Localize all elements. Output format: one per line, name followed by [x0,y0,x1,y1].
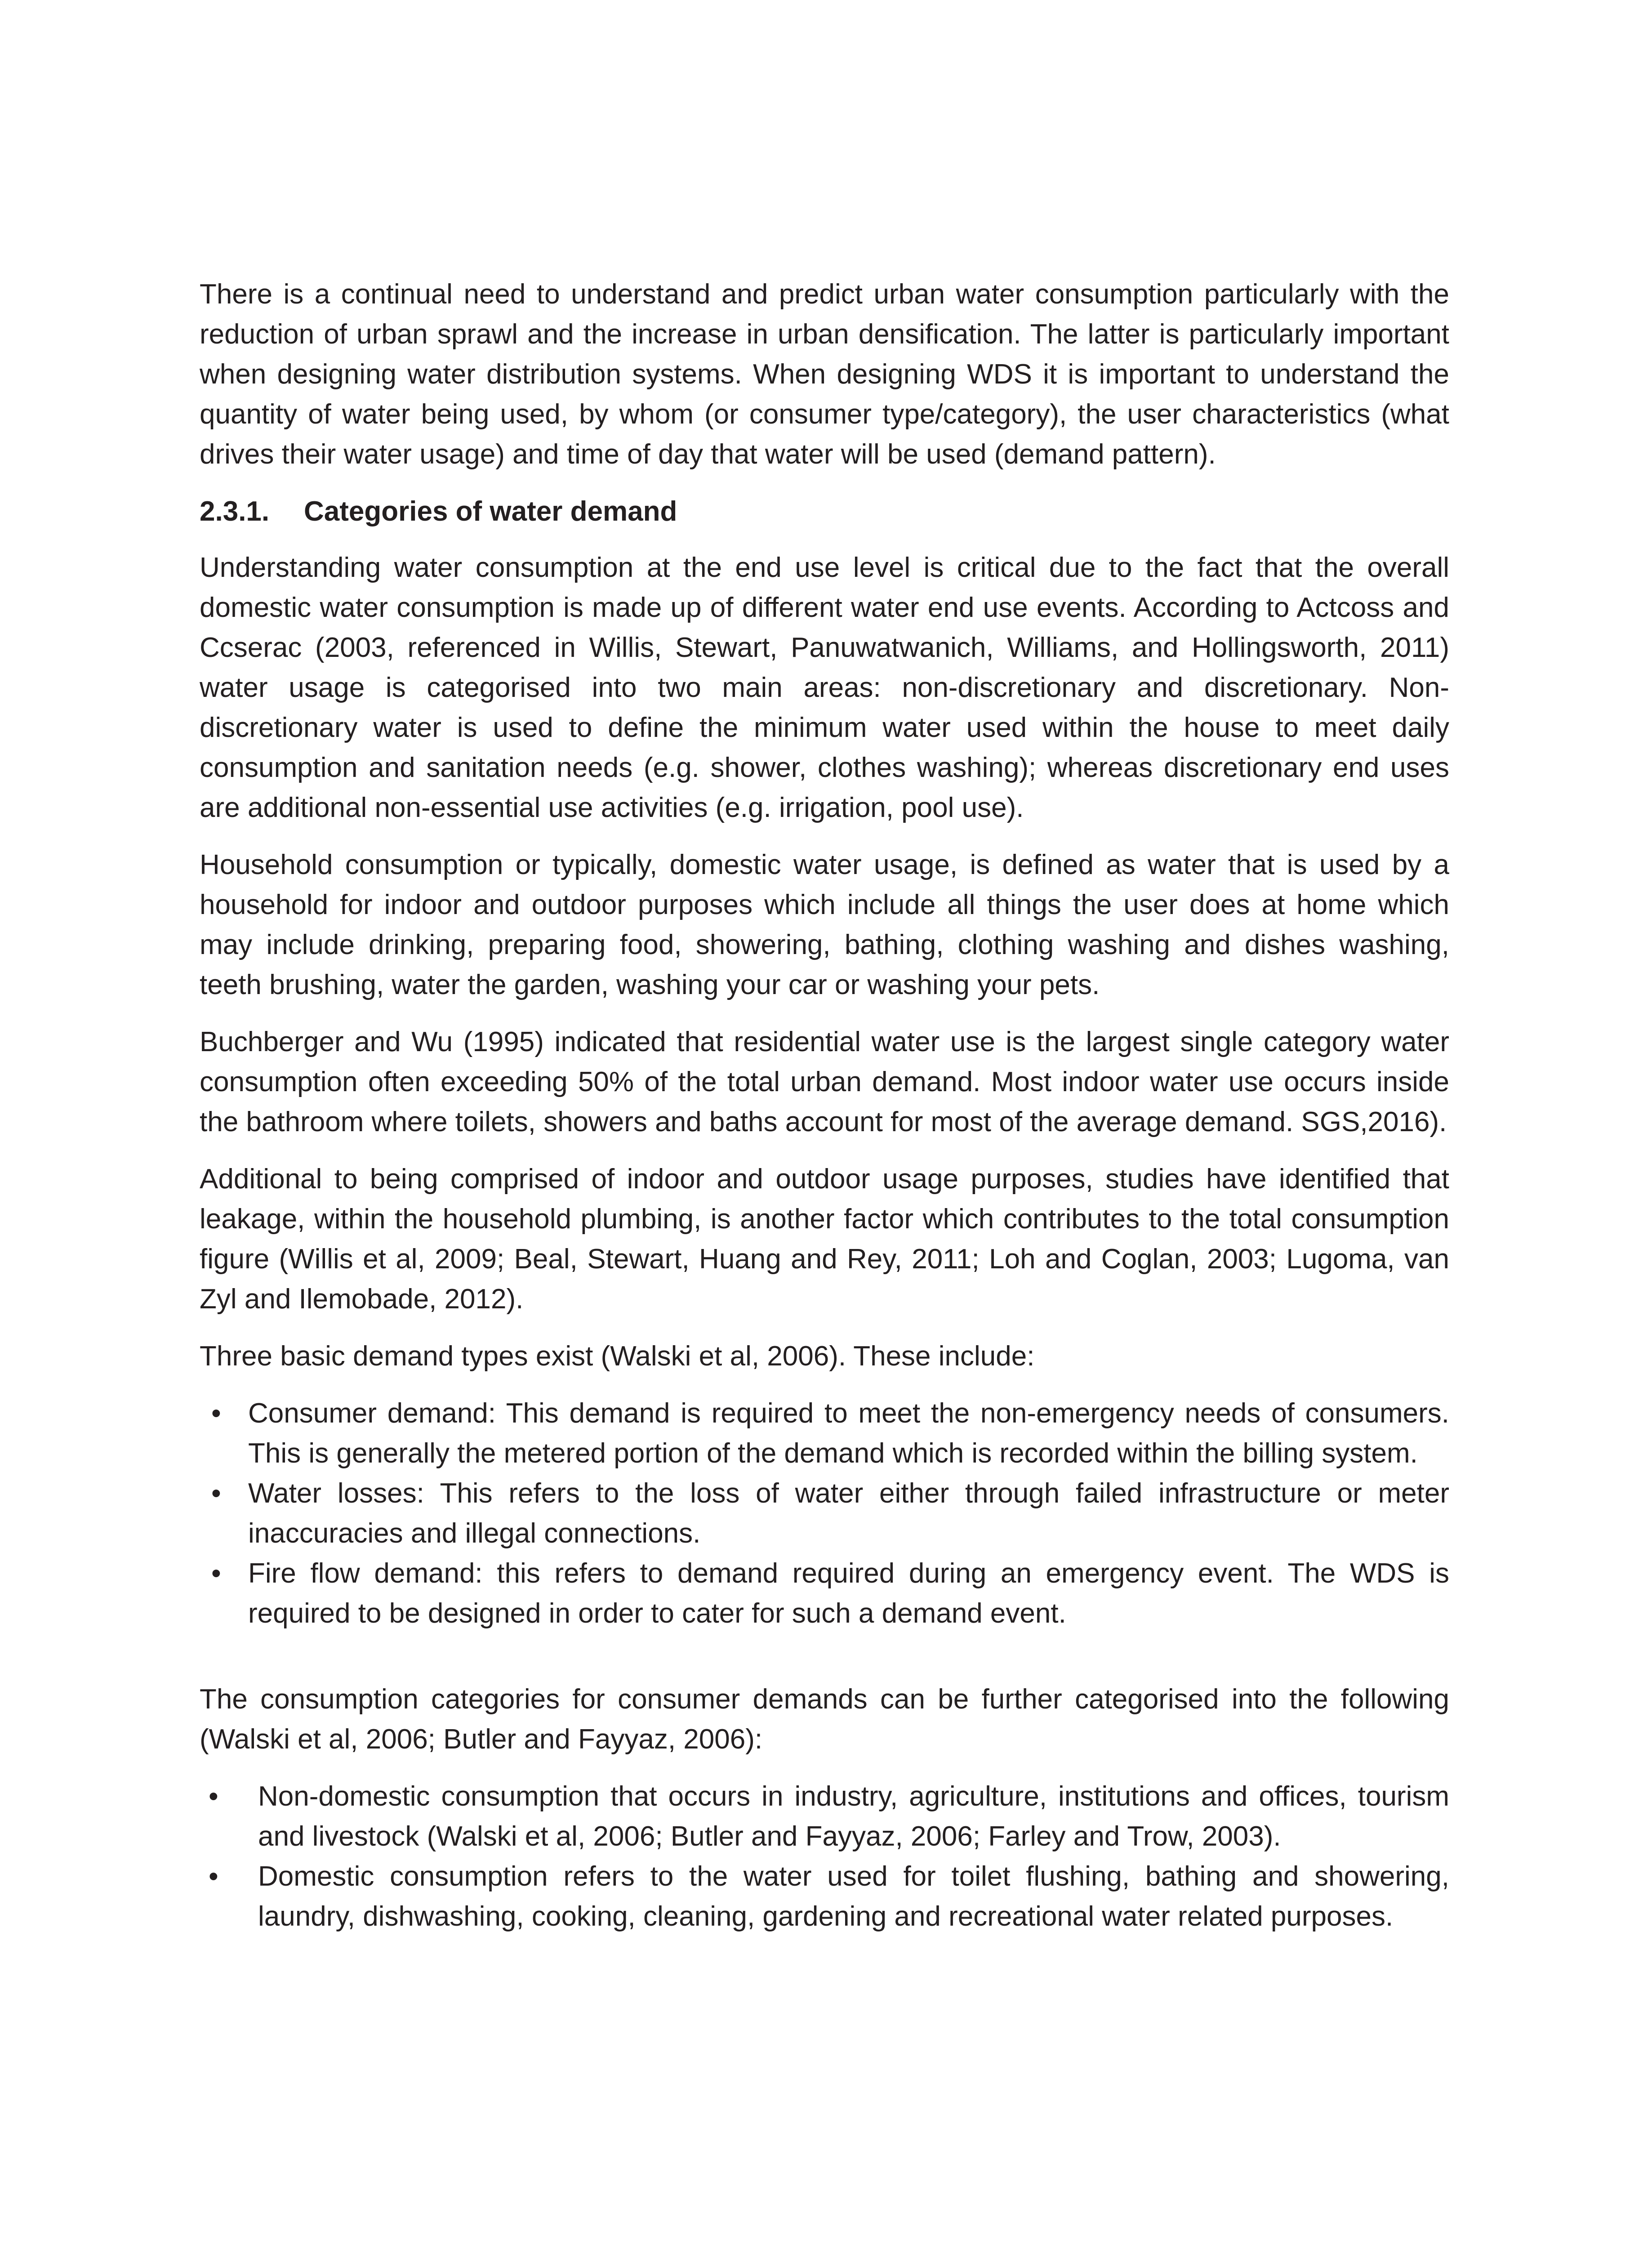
bullet-icon: • [211,1398,221,1429]
spacer [200,1650,1449,1679]
intro-paragraph: There is a continual need to understand and predict urban water consumption particularly with the reduction of urban sprawl and the increase in urban densification. The latter is particularly important when designing water distribution systems. When designing WDS it is important to understand the quantity of water being used, by whom (or consumer type/category), the user characteristics (what drives their water usage) and time of day that water will be used (demand pattern). [200,279,1449,470]
list-item-text: Domestic consumption refers to the water used for toilet flushing, bathing and showering, laundry, dishwashing, cooking, cleaning, gardening and recreational water related purposes. [258,1861,1449,1932]
paragraph-end-use: Understanding water consumption at the end use level is critical due to the fact that the overall domestic water consumption is made up of different water end use events. According to Actcoss and Ccserac (2003, referenced in Willis, Stewart, Panuwatwanich, Williams, and Hollingsworth, 2011) water usage is categorised into two main areas: non-discretionary and discretionary. Non-discretionary water is used to define the minimum water used within the house to meet daily consumption and sanitation needs (e.g. shower, clothes washing); whereas discretionary end uses are additional non-essential use activities (e.g. irrigation, pool use). [200,552,1449,823]
demand-types-list [200,1393,1449,1633]
page-number [1412,2244,1450,2248]
list-item [200,1776,1449,1856]
bullet-icon: • [211,1558,221,1589]
list-item-text: Water losses: This refers to the loss of water either through failed infrastructure or meter inaccuracies and illegal connections. [248,1478,1449,1549]
paragraph-household: Household consumption or typically, domestic water usage, is defined as water that is used by a household for indoor and outdoor purposes which include all things the user does at home which may include drinking, preparing food, showering, bathing, clothing washing and dishes washing, teeth brushing, water the garden, washing your car or washing your pets. [200,849,1449,1000]
list-item-text: Fire flow demand: this refers to demand required during an emergency event. The WDS is required to be designed in order to cater for such a demand event. [248,1558,1449,1629]
paragraph-demand-types-intro: Three basic demand types exist (Walski et al, 2006). These include: [200,1341,1035,1372]
section-title: Categories of water demand [304,496,677,527]
list-item [200,1856,1449,1936]
bullet-icon: • [209,1781,218,1812]
paragraph-consumption-categories: The consumption categories for consumer demands can be further categorised into the following (Walski et al, 2006; Butler and Fayyaz, 2006): [200,1684,1449,1755]
list-item [200,1393,1449,1473]
consumption-categories-list [200,1776,1449,1936]
paragraph-leakage: Additional to being comprised of indoor and outdoor usage purposes, studies have identified that leakage, within the household plumbing, is another factor which contributes to the total consumption figure (Willis et al, 2009; Beal, Stewart, Huang and Rey, 2011; Loh and Coglan, 2003; Lugoma, van Zyl and Ilemobade, 2012). [200,1164,1449,1315]
list-item [200,1553,1449,1633]
page-body [200,274,1449,1954]
list-item [200,1473,1449,1553]
paragraph-residential: Buchberger and Wu (1995) indicated that residential water use is the largest single category water consumption often exceeding 50% of the total urban demand. Most indoor water use occurs inside the bathroom where toilets, showers and baths account for most of the average demand. SGS,2016). [200,1026,1449,1137]
bullet-icon: • [211,1478,221,1509]
bullet-icon: • [209,1861,218,1892]
list-item-text: Consumer demand: This demand is required to meet the non-emergency needs of consumers. This is generally the metered portion of the demand which is recorded within the billing system. [248,1398,1449,1469]
list-item-text: Non-domestic consumption that occurs in industry, agriculture, institutions and offices, tourism and livestock (Walski et al, 2006; Butler and Fayyaz, 2006; Farley and Trow, 2003). [258,1781,1449,1852]
section-heading [200,491,1449,531]
section-number: 2.3.1. [200,496,270,527]
